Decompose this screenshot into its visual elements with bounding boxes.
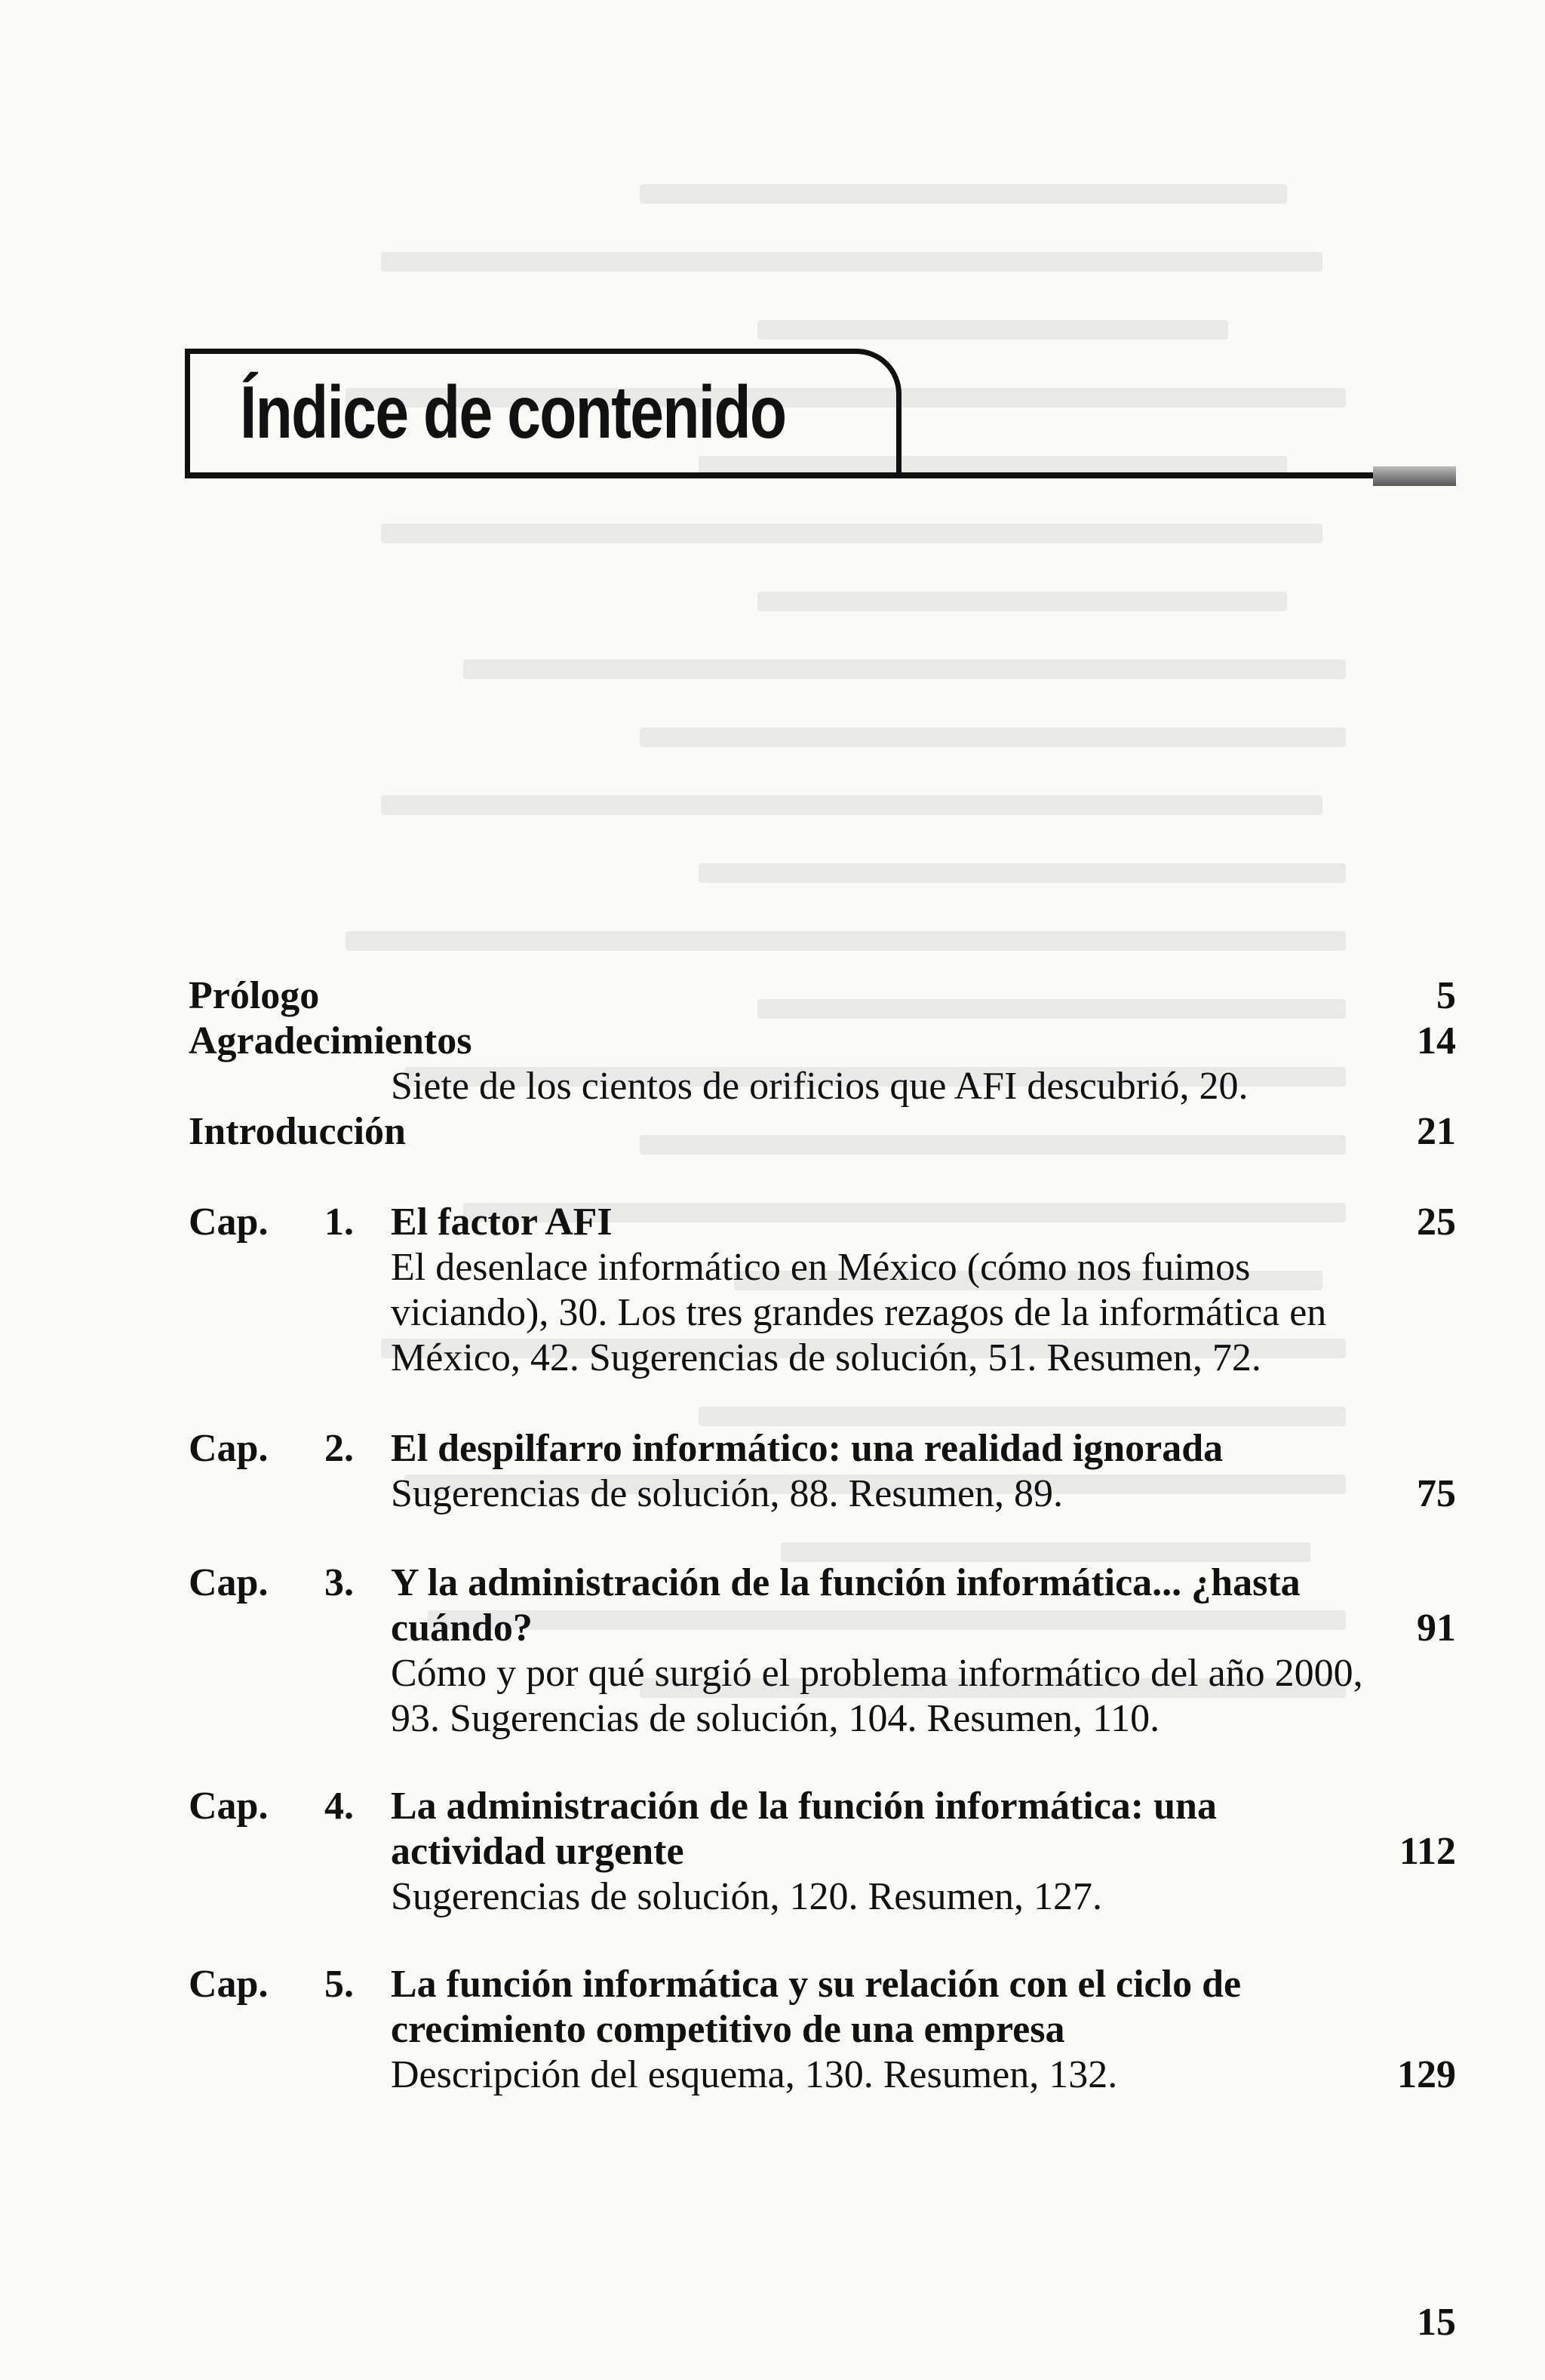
toc-chapter-3 bbox=[189, 1561, 1456, 1742]
title-rule bbox=[185, 472, 1452, 478]
chapter-label: Cap. bbox=[189, 1963, 269, 2006]
entry-summary: Siete de los cientos de orificios que AFI descubrió, 20. bbox=[391, 1065, 1249, 1108]
chapter-number: 3. bbox=[324, 1561, 354, 1604]
page-number: 75 bbox=[1417, 1472, 1456, 1515]
chapter-summary: El desenlace informático en México (cómo nos fuimos viciando), 30. Los tres grandes rezagos de la informática en México, 42. Sugerencias de solución, 51. Resumen, 72. bbox=[391, 1246, 1327, 1379]
chapter-label: Cap. bbox=[189, 1785, 269, 1828]
toc-chapter-1 bbox=[189, 1200, 1456, 1381]
entry-title: Introducción bbox=[189, 1110, 406, 1153]
chapter-number: 4. bbox=[324, 1785, 354, 1828]
chapter-number: 2. bbox=[324, 1427, 354, 1470]
chapter-number: 1. bbox=[324, 1201, 354, 1244]
toc-entry-agradecimientos bbox=[189, 1019, 1456, 1109]
chapter-number: 5. bbox=[324, 1963, 354, 2006]
chapter-label: Cap. bbox=[189, 1201, 269, 1244]
chapter-title: El despilfarro informático: una realidad ignorada bbox=[391, 1427, 1224, 1470]
chapter-title: El factor AFI bbox=[391, 1201, 613, 1244]
page-number: 112 bbox=[1399, 1830, 1456, 1873]
chapter-title: La función informática y su relación con el ciclo de crecimiento competitivo de una empresa bbox=[391, 1963, 1242, 2051]
page-title: Índice de contenido bbox=[240, 371, 786, 454]
page-number: 5 bbox=[1436, 974, 1456, 1017]
toc-chapter-2 bbox=[189, 1426, 1456, 1517]
chapter-title: Y la administración de la función informática... ¿hasta cuándo? bbox=[391, 1561, 1301, 1650]
chapter-summary: Sugerencias de solución, 120. Resumen, 127. bbox=[391, 1875, 1103, 1918]
chapter-label: Cap. bbox=[189, 1561, 269, 1604]
chapter-summary: Descripción del esquema, 130. Resumen, 132. bbox=[391, 2053, 1118, 2096]
page-number: 91 bbox=[1417, 1607, 1456, 1650]
page-number: 129 bbox=[1397, 2053, 1456, 2096]
page-folio: 15 bbox=[1417, 2301, 1456, 2344]
page-number: 14 bbox=[1417, 1019, 1456, 1062]
chapter-label: Cap. bbox=[189, 1427, 269, 1470]
chapter-summary: Cómo y por qué surgió el problema informático del año 2000, 93. Sugerencias de solución, 104. Resumen, 110. bbox=[391, 1652, 1363, 1740]
chapter-title: La administración de la función informática: una actividad urgente bbox=[391, 1785, 1217, 1873]
toc-chapter-4 bbox=[189, 1784, 1456, 1920]
table-of-contents bbox=[189, 973, 1456, 2098]
toc-chapter-5 bbox=[189, 1962, 1456, 2098]
page-number: 21 bbox=[1417, 1110, 1456, 1153]
chapter-summary: Sugerencias de solución, 88. Resumen, 89. bbox=[391, 1472, 1064, 1515]
entry-title: Agradecimientos bbox=[189, 1019, 472, 1062]
toc-entry-introduccion bbox=[189, 1109, 1456, 1155]
entry-title: Prólogo bbox=[189, 974, 320, 1017]
toc-entry-prologo bbox=[189, 973, 1456, 1019]
title-rule-end bbox=[1373, 466, 1456, 486]
page-number: 25 bbox=[1417, 1201, 1456, 1244]
